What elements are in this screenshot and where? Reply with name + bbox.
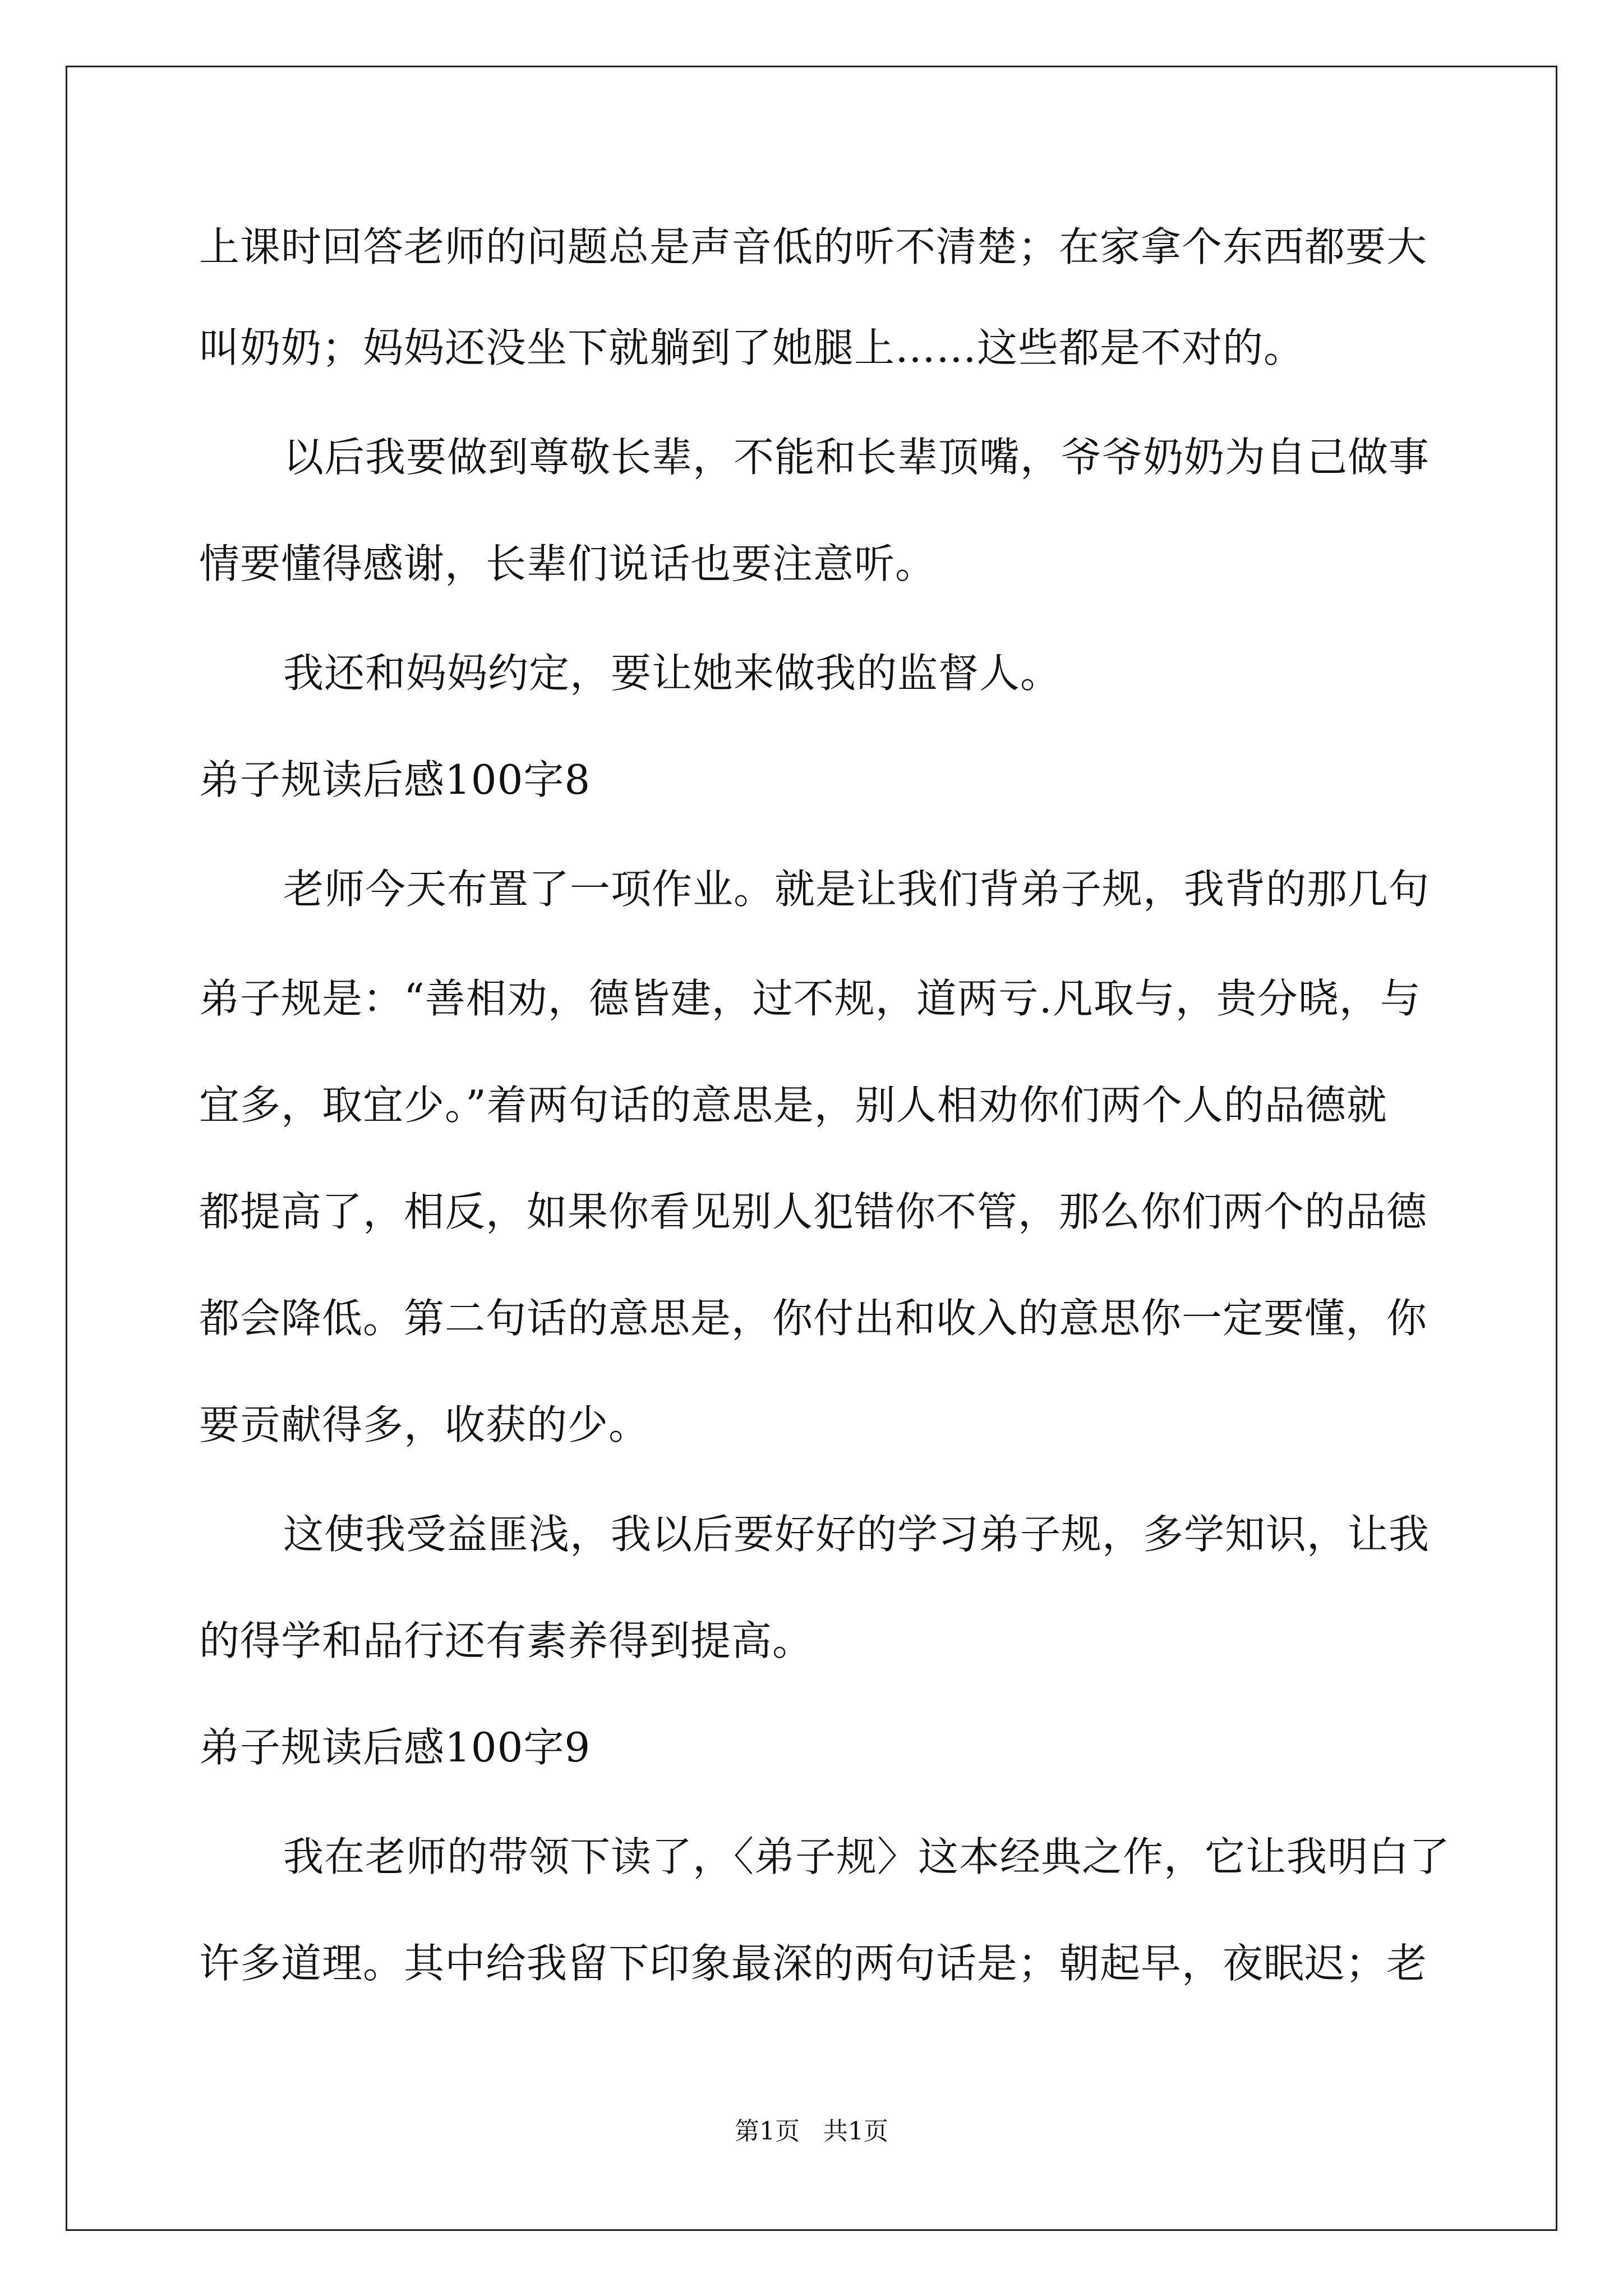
body-text-line: 情要懂得感谢，长辈们说话也要注意听。 — [199, 540, 937, 587]
body-text-line: 许多道理。其中给我留下印象最深的两句话是；朝起早，夜眠迟；老 — [199, 1940, 1428, 1987]
section-heading: 弟子规读后感100字8 — [199, 756, 591, 803]
section-heading: 弟子规读后感100字9 — [199, 1724, 591, 1771]
body-text-line: 叫奶奶；妈妈还没坐下就躺到了她腿上……这些都是不对的。 — [199, 324, 1305, 371]
body-text-line: 老师今天布置了一项作业。就是让我们背弟子规，我背的那几句 — [283, 866, 1430, 913]
body-text-line: 这使我受益匪浅，我以后要好好的学习弟子规，多学知识，让我 — [283, 1511, 1430, 1558]
body-text-line: 我还和妈妈约定，要让她来做我的监督人。 — [283, 650, 1062, 697]
body-text-line: 的得学和品行还有素养得到提高。 — [199, 1617, 814, 1664]
body-text-line: 弟子规是：“善相劝，德皆建，过不规，道两亏.凡取与，贵分晓，与 — [199, 975, 1421, 1022]
body-text-line: 以后我要做到尊敬长辈，不能和长辈顶嘴，爷爷奶奶为自己做事 — [283, 434, 1430, 481]
body-text-line: 我在老师的带领下读了，〈弟子规〉这本经典之作，它让我明白了 — [283, 1833, 1451, 1880]
body-text-line: 宜多，取宜少。”着两句话的意思是，别人相劝你们两个人的品德就 — [199, 1082, 1387, 1129]
body-text-line: 都提高了，相反，如果你看见别人犯错你不管，那么你们两个的品德 — [199, 1188, 1428, 1235]
page-footer: 第1页 共1页 — [735, 2117, 888, 2146]
body-text-line: 上课时回答老师的问题总是声音低的听不清楚；在家拿个东西都要大 — [199, 223, 1428, 270]
body-text-line: 要贡献得多，收获的少。 — [199, 1401, 650, 1448]
body-text-line: 都会降低。第二句话的意思是，你付出和收入的意思你一定要懂，你 — [199, 1295, 1428, 1342]
page-border — [66, 66, 1557, 2231]
